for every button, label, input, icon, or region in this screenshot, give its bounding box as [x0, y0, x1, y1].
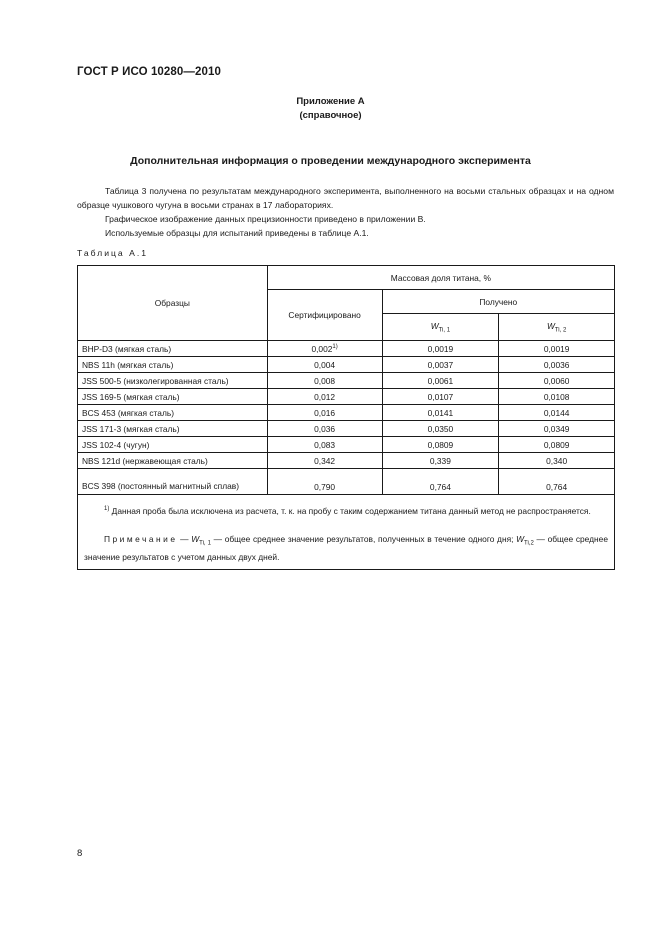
paragraph: Таблица 3 получена по результатам международного эксперимента, выполненного на восьми стальных образцах и на одном образце чушкового чугуна в восьми странах в 17 лабораториях. — [77, 186, 614, 210]
sample-name: JSS 169-5 (мягкая сталь) — [78, 389, 268, 405]
w2-value: 0,340 — [499, 453, 615, 469]
certified-value: 0,790 — [267, 469, 382, 495]
appendix-title: Приложение А — [296, 96, 365, 107]
w2-value: 0,764 — [499, 469, 615, 495]
w-symbol: W — [546, 320, 555, 331]
table-row — [78, 421, 615, 437]
header-w-ti-1 — [382, 314, 499, 341]
w2-value: 0,0060 — [499, 373, 615, 389]
sample-name: BCS 453 (мягкая сталь) — [78, 405, 268, 421]
w2-value: 0,0809 — [499, 437, 615, 453]
header-samples: Образцы — [78, 266, 268, 341]
certified-value: 0,016 — [267, 405, 382, 421]
sample-name: BCS 398 (постоянный магнитный сплав) — [78, 469, 268, 495]
w2-value: 0,0019 — [499, 341, 615, 357]
appendix-subtitle: (справочное) — [299, 110, 362, 121]
w1-value: 0,0037 — [382, 357, 499, 373]
w1-value: 0,0350 — [382, 421, 499, 437]
header-mass-fraction: Массовая доля титана, % — [267, 266, 614, 290]
table-row — [78, 405, 615, 421]
certified-value: 0,036 — [267, 421, 382, 437]
w2-value: 0,0036 — [499, 357, 615, 373]
table-row — [78, 453, 615, 469]
note: Примечание — $W_{Ti, 1}$ — общее среднее значение результатов, полученных в течение одного дня; $W_{Ti,2}$ — общее среднее значение результатов с учетом данных двух дней. — [84, 533, 608, 563]
body-text — [77, 184, 614, 240]
w1-value: 0,0019 — [382, 341, 499, 357]
w-subscript: Ti, 1 — [438, 327, 451, 334]
sample-name: JSS 171-3 (мягкая сталь) — [78, 421, 268, 437]
note-label: Примечание — [104, 533, 178, 544]
table-row — [78, 357, 615, 373]
page-number: 8 — [77, 848, 83, 859]
table-caption: Таблица А.1 — [77, 248, 148, 258]
header-w-ti-2 — [499, 314, 615, 341]
certified-value: 0,004 — [267, 357, 382, 373]
sample-name: NBS 121d (нержавеющая сталь) — [78, 453, 268, 469]
footnote-ref: 1) — [332, 344, 338, 351]
paragraph: Графическое изображение данных прецизионности приведено в приложении В. — [105, 214, 426, 224]
table-row — [78, 437, 615, 453]
certified-value: 0,083 — [267, 437, 382, 453]
footnote: $^{1)}$ Данная проба была исключена из расчета, т. к. на пробу с таким содержанием титана данный метод не распространяется. — [104, 505, 591, 516]
document-id: ГОСТ Р ИСО 10280—2010 — [77, 66, 222, 78]
sample-name: JSS 500-5 (низколегированная сталь) — [78, 373, 268, 389]
certified-value: 0,002$^{1)}$ — [267, 341, 382, 357]
sample-name: ВНР-D3 (мягкая сталь) — [78, 341, 268, 357]
w-symbol: W — [430, 320, 439, 331]
samples-table — [77, 265, 615, 570]
w1-value: 0,764 — [382, 469, 499, 495]
header-obtained: Получено — [382, 290, 614, 314]
table-row — [78, 469, 615, 495]
w1-value: 0,0107 — [382, 389, 499, 405]
sample-name: NBS 11h (мягкая сталь) — [78, 357, 268, 373]
paragraph: Используемые образцы для испытаний приведены в таблице А.1. — [105, 228, 369, 238]
w2-value: 0,0108 — [499, 389, 615, 405]
w2-value: 0,0144 — [499, 405, 615, 421]
appendix-heading — [0, 95, 661, 123]
table-row — [78, 373, 615, 389]
certified-value: 0,342 — [267, 453, 382, 469]
table-notes — [78, 495, 615, 570]
w1-value: 0,0061 — [382, 373, 499, 389]
header-certified: Сертифицировано — [267, 290, 382, 341]
w-subscript: Ti, 2 — [554, 327, 567, 334]
section-heading: Дополнительная информация о проведении международного эксперимента — [130, 155, 531, 167]
w1-value: 0,0809 — [382, 437, 499, 453]
w1-value: 0,339 — [382, 453, 499, 469]
w2-value: 0,0349 — [499, 421, 615, 437]
table-row — [78, 389, 615, 405]
certified-value: 0,008 — [267, 373, 382, 389]
w1-value: 0,0141 — [382, 405, 499, 421]
sample-name: JSS 102-4 (чугун) — [78, 437, 268, 453]
certified-value: 0,012 — [267, 389, 382, 405]
table-row — [78, 341, 615, 357]
footnote-mark: 1) — [104, 506, 110, 512]
